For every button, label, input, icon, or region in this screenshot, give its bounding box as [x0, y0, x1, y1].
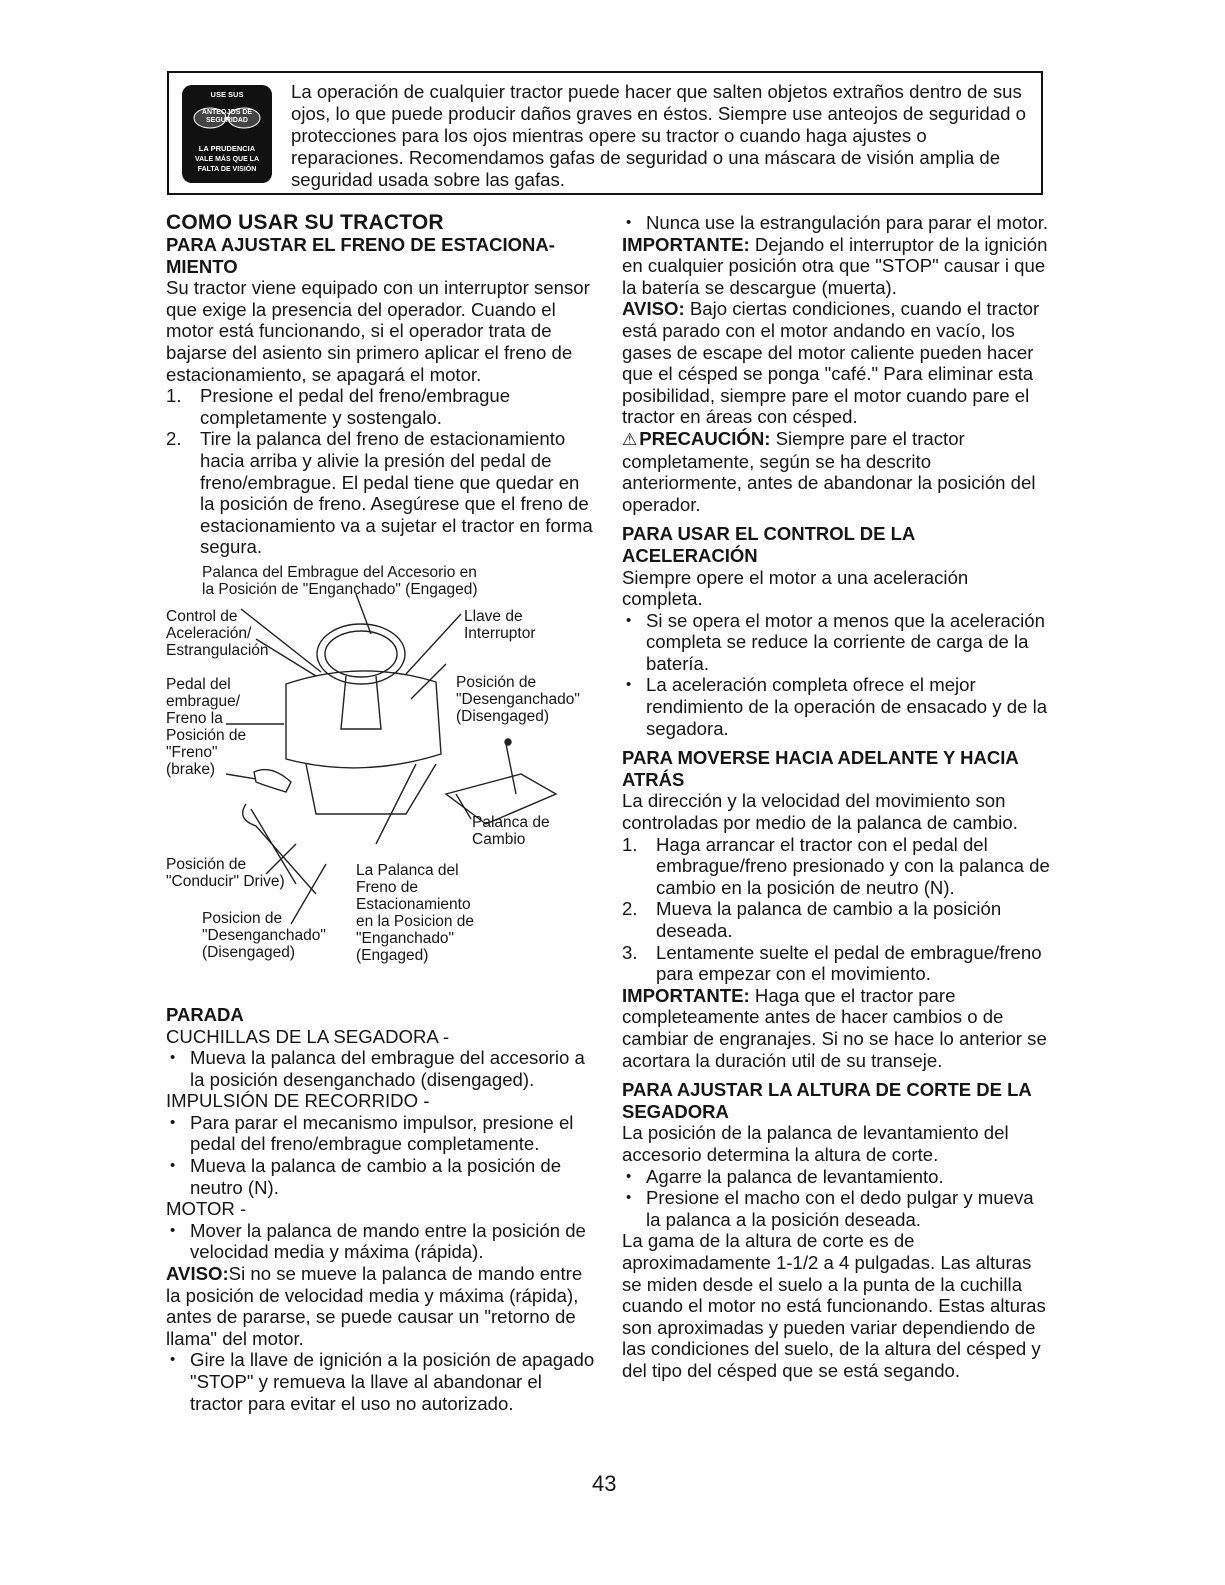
parking-brake-intro: Su tractor viene equipado con un interruptor sensor que exige la presencia del operador. Cuando el motor está funcionando, si el operador trata de bajarse del asiento sin primero aplicar el freno de estacionamiento, se apagará el motor.	[166, 277, 590, 385]
step-text: Presione el pedal del freno/embrague completamente y sostengalo.	[200, 385, 511, 428]
list-item: • Para parar el mecanismo impulsor, presione el pedal del freno/embrague completamente.	[166, 1112, 598, 1155]
throttle-intro: Siempre opere el motor a una aceleración completa.	[622, 566, 969, 610]
cut-height-intro: La posición de la palanca de levantamiento del accesorio determina la altura de corte.	[622, 1122, 1009, 1165]
aviso-text: Bajo ciertas condiciones, cuando el tractor está parado con el motor andando en vacío, los gases de escape del motor caliente pueden hacer que el césped se ponga "café." Para eliminar esta posibilidad, siempre pare el motor cuando pare el tractor en áreas con césped.	[622, 298, 1040, 428]
list-item	[166, 385, 598, 428]
important-label: IMPORTANTE:	[622, 233, 750, 255]
safety-glasses-graphic	[182, 85, 272, 183]
page-number: 43	[592, 1471, 617, 1496]
safety-glasses-icon	[182, 85, 272, 183]
parking-brake-heading: PARA AJUSTAR EL FRENO DE ESTACIONA-MIENTO	[166, 234, 555, 277]
drive-list	[166, 1112, 598, 1198]
icon-line-4: LA PRUDENCIA	[198, 144, 256, 153]
list-item: • Agarre la palanca de levantamiento.	[622, 1166, 1052, 1188]
step-number: 2.	[622, 898, 638, 920]
label-shift-lever: Palanca de Cambio	[472, 813, 550, 848]
step-text: Tire la palanca del freno de estacionamiento hacia arriba y alivie la presión del pedal de freno/embrague. El pedal tiene que quedar en la posición de freno. Asegúrese que el freno de estacionamiento va a sujetar el tractor en forma segura.	[200, 428, 593, 558]
step-number: 1.	[166, 385, 182, 407]
tractor-controls-figure	[166, 564, 598, 1004]
step-number: 1.	[622, 833, 638, 855]
step-text: Haga arrancar el tractor con el pedal del embrague/freno presionado y con la palanca de cambio en la posición de neutro (N).	[656, 833, 1050, 898]
important-ignition	[622, 234, 1052, 299]
move-steps	[622, 834, 1052, 985]
move-intro: La dirección y la velocidad del movimiento son controladas por medio de la palanca de cambio.	[622, 790, 1018, 834]
section-title: COMO USAR SU TRACTOR	[166, 211, 444, 234]
list-item	[622, 834, 1052, 899]
list-item: • Gire la llave de ignición a la posición de apagado "STOP" y remueva la llave al abandonar el tractor para evitar el uso no autorizado.	[166, 1349, 598, 1414]
step-text: Lentamente suelte el pedal de embrague/freno para empezar con el movimiento.	[656, 941, 1042, 985]
label-disengaged-bottom: Posicion de "Desenganchado" (Disengaged)	[202, 909, 326, 961]
cut-height-heading: PARA AJUSTAR LA ALTURA DE CORTE DE LA SEGADORA	[622, 1079, 1032, 1122]
engine-list-2	[166, 1349, 598, 1414]
label-drive-position: Posición de "Conducir" Drive)	[166, 855, 285, 890]
engine-notice	[166, 1263, 598, 1349]
list-item: • Nunca use la estrangulación para parar el motor.	[622, 212, 1052, 234]
cut-height-outro: La gama de la altura de corte es de aproximadamente 1-1/2 a 4 pulgadas. Las alturas se miden desde el suelo a la punta de la cuchilla cuando el motor no está funcionando. Estas alturas son aproximadas y pueden variar dependiendo de las condiciones del suelo, de la altura del césped y del tipo del césped que se está segando.	[622, 1230, 1046, 1381]
stop-heading: PARADA	[166, 1003, 244, 1025]
notice-label: AVISO:	[166, 1263, 229, 1285]
throttle-list	[622, 610, 1052, 740]
aviso-label: AVISO:	[622, 298, 685, 320]
step-number: 2.	[166, 428, 182, 450]
right-column	[622, 212, 1052, 1381]
blades-subheading: CUCHILLAS DE LA SEGADORA -	[166, 1025, 450, 1047]
safety-warning-box	[167, 71, 1043, 195]
warning-triangle-icon: ⚠	[622, 429, 638, 449]
important-text: Haga que el tractor pare completeamente antes de hacer cambios o de cambiar de engranajes. Si no se hace lo anterior se acortara la duración util de su transeje.	[622, 984, 1047, 1071]
aviso-grass	[622, 298, 1052, 428]
engine-list	[166, 1220, 598, 1263]
icon-line-6: FALTA DE VISIÓN	[197, 166, 257, 173]
list-item: • Mueva la palanca de cambio a la posición de neutro (N).	[166, 1155, 598, 1198]
icon-line-5: VALE MÁS QUE LA	[194, 156, 260, 163]
cut-height-list	[622, 1166, 1052, 1231]
list-item: • Presione el macho con el dedo pulgar y mueva la palanca a la posición deseada.	[622, 1187, 1052, 1230]
list-item	[166, 428, 598, 558]
icon-line-1: USE SUS	[210, 90, 244, 99]
important-shift	[622, 985, 1052, 1071]
important-text: Dejando el interruptor de la ignición en cualquier posición otra que "STOP" causar i que la batería se descargue (muerta).	[622, 233, 1048, 298]
list-item	[622, 942, 1052, 985]
caution-label: PRECAUCIÓN:	[639, 427, 771, 449]
caution-paragraph	[622, 428, 1052, 515]
left-column	[166, 212, 598, 1414]
list-item: • Mueva la palanca del embrague del accesorio a la posición desenganchado (disengaged).	[166, 1047, 598, 1090]
label-ignition-key: Llave de Interruptor	[464, 607, 536, 642]
engine-subheading: MOTOR -	[166, 1198, 247, 1220]
blades-list	[166, 1047, 598, 1090]
icon-line-2: ANTEOJOS DE	[201, 109, 253, 116]
list-item: • Si se opera el motor a menos que la aceleración completa se reduce la corriente de carga de la batería.	[622, 610, 1052, 675]
list-item: • La aceleración completa ofrece el mejor rendimiento de la operación de ensacado y de la segadora.	[622, 674, 1052, 739]
move-heading: PARA MOVERSE HACIA ADELANTE Y HACIA ATRÁS	[622, 747, 1019, 790]
label-parking-brake-lever: La Palanca del Freno de Estacionamiento en la Posicion de "Enganchado" (Engaged)	[356, 861, 475, 964]
important-label: IMPORTANTE:	[622, 984, 750, 1006]
choke-list	[622, 212, 1052, 234]
drive-subheading: IMPULSIÓN DE RECORRIDO -	[166, 1090, 430, 1112]
caution-text: Siempre pare el tractor completamente, según se ha descrito anteriormente, antes de abandonar la posición del operador.	[622, 427, 1036, 515]
label-brake-pedal: Pedal del embrague/ Freno la Posición de "Freno" (brake)	[166, 675, 247, 778]
warning-text: La operación de cualquier tractor puede hacer que salten objetos extraños dentro de sus ojos, lo que puede producir daños graves en éstos. Siempre use anteojos de seguridad o protecciones para los ojos mientras opere su tractor o cuando haga ajustes o reparaciones. Recomendamos gafas de seguridad o una máscara de visión amplia de seguridad usada sobre las gafas.	[291, 81, 1026, 190]
label-throttle-control: Control de Aceleración/ Estrangulación	[166, 607, 269, 659]
notice-text: Si no se mueve la palanca de mando entre la posición de velocidad media y máxima (rápida), antes de pararse, se puede causar un "retorno de llama" del motor.	[166, 1263, 583, 1349]
icon-line-3: SEGURIDAD	[205, 117, 249, 124]
throttle-heading: PARA USAR EL CONTROL DE LA ACELERACIÓN	[622, 523, 915, 566]
step-text: Mueva la palanca de cambio a la posición deseada.	[656, 898, 1002, 941]
label-attachment-clutch: Palanca del Embrague del Accesorio en la Posición de "Enganchado" (Engaged)	[202, 563, 478, 598]
parking-brake-steps	[166, 385, 598, 558]
list-item: • Mover la palanca de mando entre la posición de velocidad media y máxima (rápida).	[166, 1220, 598, 1263]
step-number: 3.	[622, 941, 638, 963]
list-item	[622, 898, 1052, 941]
label-disengaged-top: Posición de "Desenganchado" (Disengaged)	[456, 673, 580, 725]
